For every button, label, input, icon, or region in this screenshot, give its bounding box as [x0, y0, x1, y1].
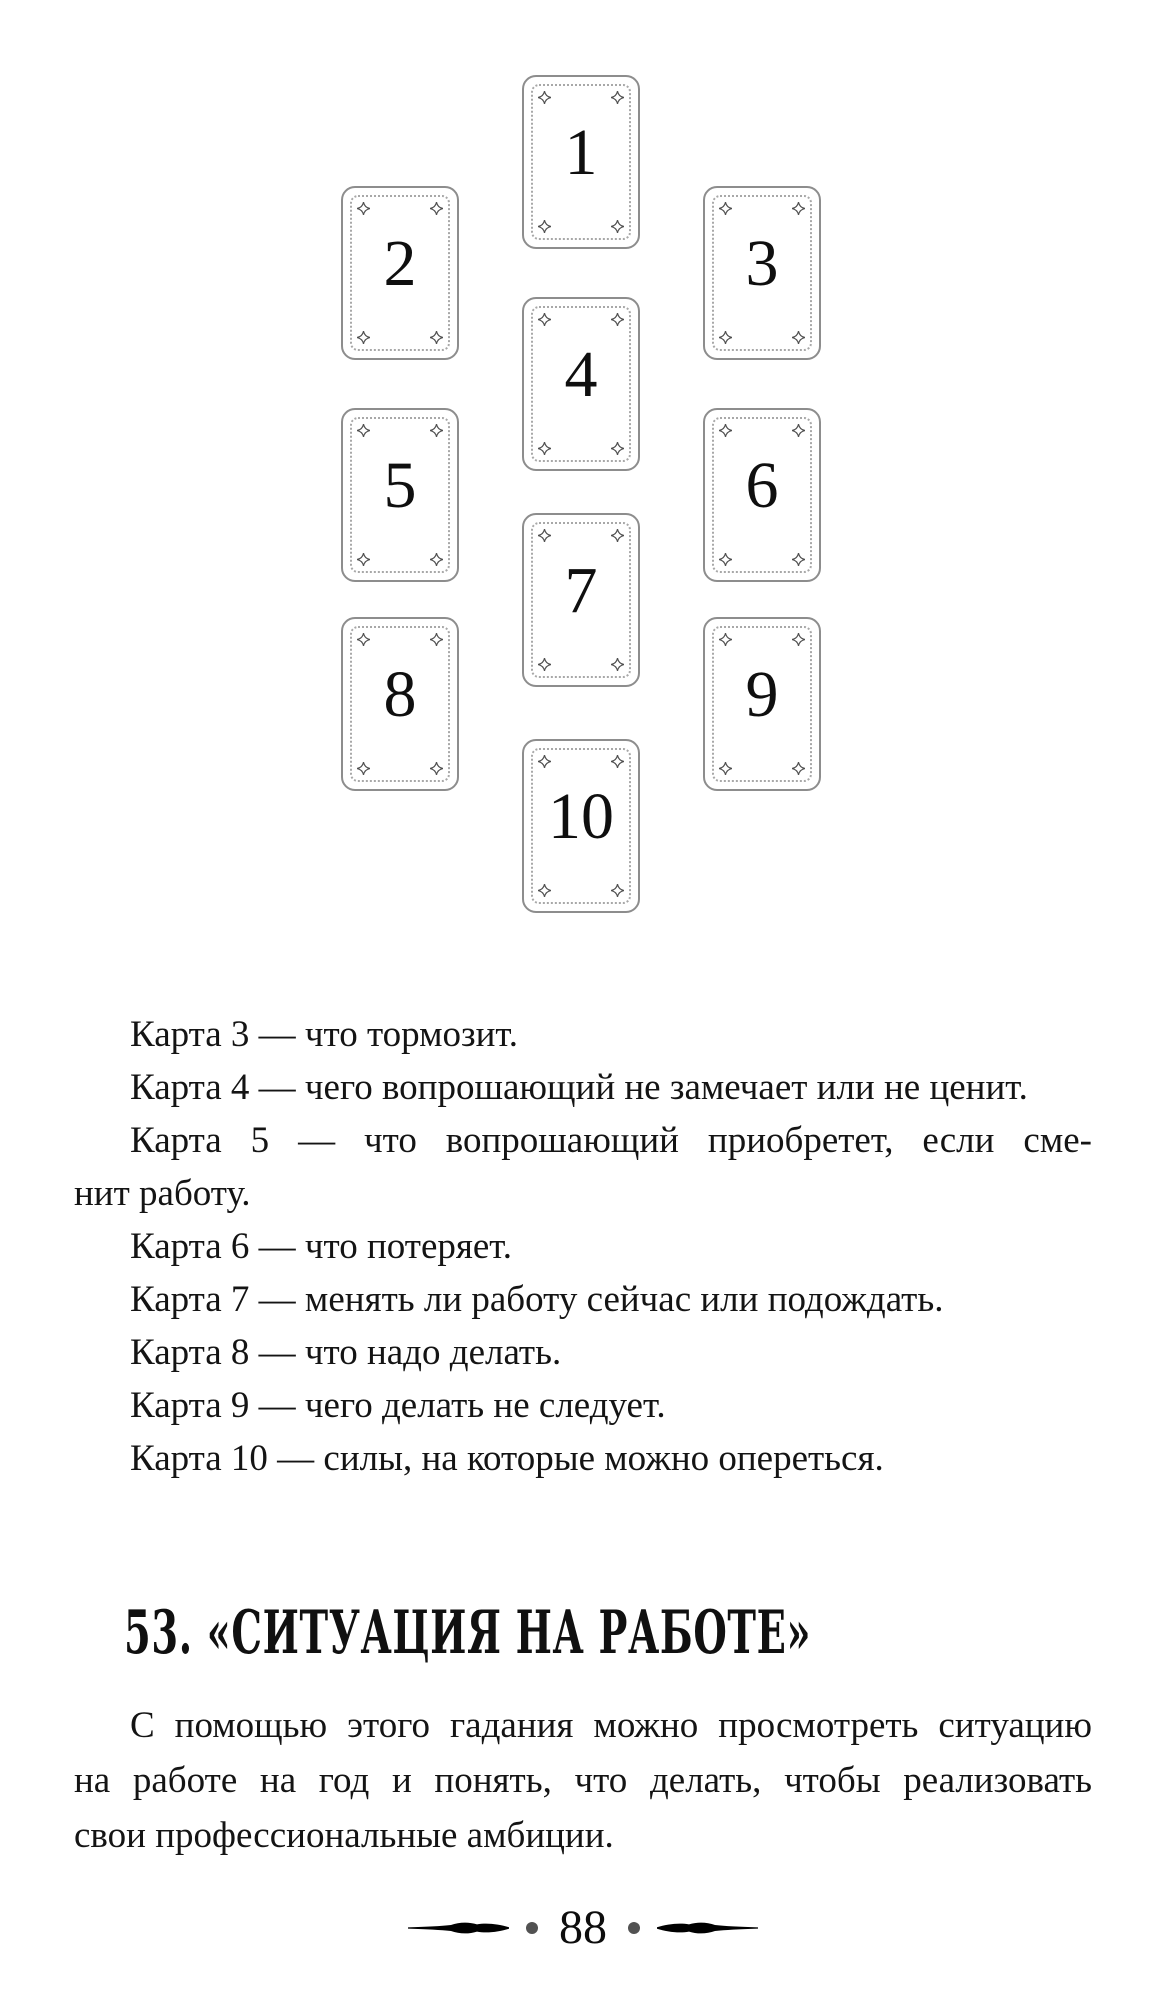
meaning-line: Карта 6 — что потеряет. — [130, 1226, 512, 1267]
tarot-card-6 — [703, 408, 821, 582]
card-number: 9 — [745, 658, 779, 731]
tarot-card-5 — [341, 408, 459, 582]
card-meanings-list — [74, 1008, 1092, 1485]
tarot-card-1 — [522, 75, 640, 249]
paragraph-line: С помощью этого гадания можно просмотреть ситуацию — [130, 1705, 1092, 1746]
card-number: 3 — [745, 227, 779, 300]
meaning-line: Карта 10 — силы, на которые можно опереться. — [130, 1438, 884, 1479]
dot-ornament-icon — [526, 1922, 538, 1934]
card-number: 7 — [564, 554, 598, 627]
meaning-line: Карта 3 — что тормозит. — [130, 1014, 519, 1055]
meaning-line: Карта 8 — что надо делать. — [130, 1332, 562, 1373]
card-number: 10 — [548, 780, 614, 853]
tarot-card-9 — [703, 617, 821, 791]
section-intro-paragraph — [74, 1698, 1092, 1863]
tarot-card-7 — [522, 513, 640, 687]
meaning-line: Карта 5 — что вопрошающий приобретет, если сме- — [130, 1120, 1092, 1161]
meaning-line: Карта 4 — чего вопрошающий не замечает или не ценит. — [130, 1067, 1028, 1108]
meaning-line: Карта 9 — чего делать не следует. — [130, 1385, 666, 1426]
meaning-line: Карта 7 — менять ли работу сейчас или подождать. — [130, 1279, 944, 1320]
paragraph-line: на работе на год и понять, что делать, чтобы реализовать — [74, 1760, 1092, 1801]
card-number: 1 — [564, 116, 598, 189]
page-footer — [74, 1901, 1092, 1954]
meaning-line: нит работу. — [74, 1173, 251, 1214]
tarot-card-3 — [703, 186, 821, 360]
spear-ornament-icon — [407, 1921, 511, 1935]
card-number: 8 — [383, 658, 417, 731]
section-heading: 53. «СИТУАЦИЯ НА РАБОТЕ» — [124, 1598, 812, 1668]
tarot-card-2 — [341, 186, 459, 360]
dot-ornament-icon — [628, 1922, 640, 1934]
card-number: 4 — [564, 338, 598, 411]
tarot-card-10 — [522, 739, 640, 913]
spear-ornament-icon — [655, 1921, 759, 1935]
tarot-card-8 — [341, 617, 459, 791]
card-number: 6 — [745, 449, 779, 522]
card-number: 5 — [383, 449, 417, 522]
page-number: 88 — [559, 1901, 607, 1954]
tarot-card-4 — [522, 297, 640, 471]
card-number: 2 — [383, 227, 417, 300]
paragraph-line: свои профессиональные амбиции. — [74, 1815, 614, 1856]
